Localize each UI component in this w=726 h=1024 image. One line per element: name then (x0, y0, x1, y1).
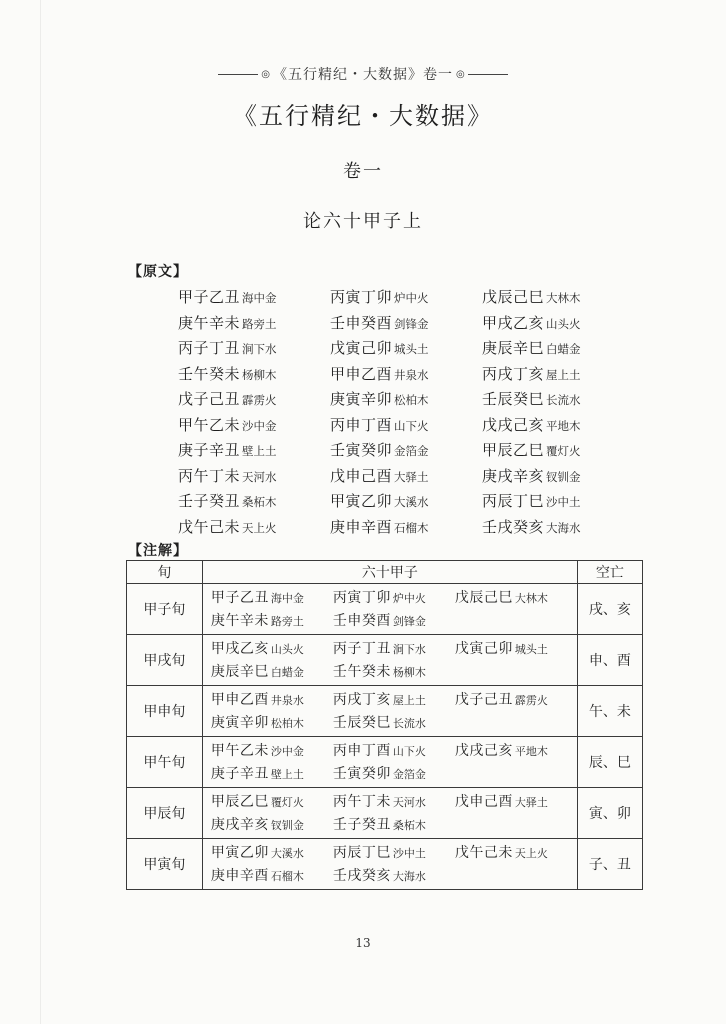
jiazi-entry (211, 761, 333, 786)
ganzhi-pair: 庚子辛丑 (178, 441, 241, 459)
ganzhi-pair: 甲戌乙亥 (482, 313, 545, 332)
ganzhi-pair: 丙午丁未 (178, 466, 241, 485)
jiazi-list-cell (202, 788, 577, 839)
jiazi-entry (211, 840, 333, 865)
ganzhi-pair: 丙戌丁亥 (482, 364, 545, 383)
nayin-element: 沙中土 (392, 847, 426, 860)
nayin-element: 金箔金 (392, 768, 426, 781)
header-xun: 旬 (127, 561, 203, 584)
nayin-element: 屋上土 (546, 367, 581, 382)
jiazi-entry (455, 840, 577, 865)
ganzhi-pair: 戊午己未 (454, 845, 513, 861)
ganzhi-pair: 壬午癸未 (178, 364, 241, 383)
ganzhi-pair: 壬戌癸亥 (332, 868, 391, 884)
jiazi-entry (178, 284, 330, 310)
jiazi-entry (333, 585, 455, 610)
ganzhi-pair: 丙戌丁亥 (332, 692, 391, 708)
nayin-element: 壁上土 (242, 444, 277, 458)
jiazi-line (211, 864, 577, 887)
ganzhi-pair: 丙寅丁卯 (330, 288, 393, 306)
jiazi-entry (482, 310, 622, 336)
nayin-element: 井泉水 (394, 367, 429, 382)
header-ornament-right: ◎ (456, 68, 465, 80)
jiazi-entry (333, 636, 455, 661)
ganzhi-pair: 戊辰己巳 (482, 288, 545, 306)
jiazi-entry (178, 386, 330, 412)
nayin-element: 路旁土 (242, 316, 277, 331)
ganzhi-pair: 壬子癸丑 (178, 492, 241, 510)
ganzhi-pair: 庚戌辛亥 (210, 817, 269, 833)
jiazi-entry (211, 812, 333, 837)
chapter-title: 论六十甲子上 (303, 211, 423, 232)
jiazi-list-cell (202, 635, 577, 686)
kongwang-cell: 申、酉 (577, 635, 642, 686)
original-text-label: 【原文】 (128, 264, 188, 280)
jiazi-entry (333, 863, 455, 888)
nayin-element: 杨柳木 (392, 666, 426, 679)
kongwang-cell: 戌、亥 (577, 584, 642, 635)
kongwang-cell: 午、未 (577, 686, 642, 737)
nayin-element: 白蜡金 (546, 342, 581, 356)
nayin-element: 大林木 (546, 291, 581, 305)
xun-cell: 甲午旬 (127, 737, 203, 788)
nayin-element: 井泉水 (270, 694, 304, 707)
nayin-element: 壁上土 (270, 768, 304, 781)
jiazi-entry (211, 710, 333, 735)
table-row (127, 635, 643, 686)
kongwang-cell: 寅、卯 (577, 788, 642, 839)
jiazi-line (211, 790, 577, 813)
jiazi-entry (211, 863, 333, 888)
table-row (127, 788, 643, 839)
jiazi-entry (178, 488, 330, 514)
nayin-element: 炉中火 (392, 592, 426, 605)
jiazi-entry (211, 608, 333, 633)
nayin-element: 城头土 (514, 643, 548, 656)
nayin-element: 天河水 (392, 796, 426, 809)
ganzhi-pair: 壬午癸未 (332, 664, 391, 680)
kongwang-cell: 子、丑 (577, 839, 642, 890)
ganzhi-pair: 庚寅辛卯 (330, 390, 393, 408)
ganzhi-pair: 丙子丁丑 (332, 641, 391, 657)
table-row (127, 584, 643, 635)
jiazi-entry (330, 488, 482, 514)
nayin-element: 剑锋金 (392, 615, 426, 628)
table-row (127, 737, 643, 788)
ganzhi-pair: 壬寅癸卯 (332, 766, 391, 782)
kongwang-cell: 辰、巳 (577, 737, 642, 788)
jiazi-entry (211, 687, 333, 712)
nayin-element: 钗钏金 (270, 819, 304, 832)
header-text: 《五行精纪・大数据》卷一 (273, 67, 453, 83)
nayin-element: 炉中火 (394, 291, 429, 305)
jiazi-list-cell (202, 686, 577, 737)
ganzhi-pair: 戊子己丑 (178, 390, 241, 408)
table-row (127, 839, 643, 890)
nayin-element: 城头土 (394, 342, 429, 356)
jiazi-entry (330, 437, 482, 463)
table-row (127, 686, 643, 737)
nayin-element: 杨柳木 (242, 367, 277, 382)
jiazi-list-cell (202, 839, 577, 890)
notes-label: 【注解】 (128, 543, 188, 559)
ganzhi-pair: 甲戌乙亥 (210, 641, 269, 657)
ganzhi-pair: 壬辰癸巳 (482, 390, 545, 408)
running-header (0, 64, 726, 84)
ganzhi-pair: 庚午辛未 (210, 613, 269, 629)
jiazi-entry (178, 437, 330, 463)
jiazi-entry (482, 514, 622, 540)
ganzhi-pair: 庚辰辛巳 (210, 664, 269, 680)
nayin-element: 涧下水 (392, 643, 426, 656)
ganzhi-pair: 庚申辛酉 (330, 517, 393, 536)
nayin-element: 大驿土 (394, 469, 429, 484)
jiazi-line (211, 586, 577, 609)
jiazi-entry (330, 310, 482, 336)
nayin-element: 天河水 (242, 469, 277, 484)
jiazi-entry (333, 789, 455, 814)
jiazi-entry (211, 738, 333, 763)
jiazi-entry (482, 386, 622, 412)
nayin-element: 大林木 (514, 592, 548, 605)
header-ornament-left: ◎ (261, 68, 270, 80)
ganzhi-pair: 戊子己丑 (454, 692, 513, 708)
nayin-element: 石榴木 (394, 520, 429, 535)
nayin-element: 石榴木 (270, 870, 304, 883)
jiazi-entry (333, 840, 455, 865)
nayin-element: 覆灯火 (270, 796, 304, 809)
nayin-element: 剑锋金 (394, 316, 429, 331)
nayin-element: 山头火 (270, 643, 304, 656)
ganzhi-pair: 戊申己酉 (330, 466, 393, 485)
notes-table (126, 560, 643, 890)
header-rule-left (218, 74, 258, 75)
jiazi-line (211, 660, 577, 683)
header-sixty-jiazi: 六十甲子 (202, 561, 577, 584)
header-kongwang: 空亡 (577, 561, 642, 584)
ganzhi-pair: 戊辰己巳 (454, 590, 513, 606)
nayin-element: 天上火 (514, 847, 548, 860)
ganzhi-pair: 丙午丁未 (332, 794, 391, 810)
jiazi-line (211, 813, 577, 836)
ganzhi-pair: 丙辰丁巳 (332, 845, 391, 861)
jiazi-entry (330, 284, 482, 310)
jiazi-entry (178, 335, 330, 361)
notes-table-body (127, 584, 643, 890)
nayin-element: 松柏木 (394, 393, 429, 407)
ganzhi-pair: 甲辰乙巳 (482, 441, 545, 459)
nayin-element: 大海水 (546, 520, 581, 535)
jiazi-entry (330, 335, 482, 361)
jiazi-list-cell (202, 737, 577, 788)
nayin-element: 桑柘木 (242, 495, 277, 509)
jiazi-entry (455, 789, 577, 814)
volume-title: 卷一 (343, 161, 383, 182)
jiazi-entry (455, 738, 577, 763)
jiazi-entry (333, 761, 455, 786)
nayin-element: 沙中金 (242, 418, 277, 433)
xun-cell: 甲辰旬 (127, 788, 203, 839)
xun-cell: 甲寅旬 (127, 839, 203, 890)
ganzhi-pair: 甲寅乙卯 (330, 492, 393, 510)
nayin-element: 平地木 (514, 745, 548, 758)
ganzhi-pair: 戊申己酉 (454, 794, 513, 810)
nayin-element: 山下火 (394, 418, 429, 433)
ganzhi-pair: 壬戌癸亥 (482, 517, 545, 536)
jiazi-entry (482, 463, 622, 489)
jiazi-entry (482, 361, 622, 387)
jiazi-entry (482, 335, 622, 361)
ganzhi-pair: 戊戌己亥 (482, 415, 545, 434)
jiazi-entry (333, 812, 455, 837)
nayin-element: 涧下水 (242, 342, 277, 356)
nayin-element: 钗钏金 (546, 469, 581, 484)
scan-edge-shadow (40, 0, 41, 1024)
nayin-element: 大溪水 (394, 495, 429, 509)
ganzhi-pair: 甲寅乙卯 (210, 845, 269, 861)
jiazi-entry (211, 789, 333, 814)
jiazi-line (211, 739, 577, 762)
ganzhi-pair: 壬申癸酉 (330, 313, 393, 332)
xun-cell: 甲申旬 (127, 686, 203, 737)
nayin-element: 大驿土 (514, 796, 548, 809)
nayin-element: 天上火 (242, 520, 277, 535)
jiazi-entry (333, 710, 455, 735)
jiazi-entry (482, 412, 622, 438)
ganzhi-pair: 甲申乙酉 (210, 692, 269, 708)
nayin-element: 覆灯火 (546, 444, 581, 458)
nayin-element: 山头火 (546, 316, 581, 331)
ganzhi-pair: 庚寅辛卯 (210, 715, 269, 731)
ganzhi-pair: 甲午乙未 (178, 415, 241, 434)
jiazi-entry (178, 463, 330, 489)
jiazi-entry (178, 412, 330, 438)
xun-cell: 甲子旬 (127, 584, 203, 635)
jiazi-entry (333, 608, 455, 633)
table-header-row (127, 561, 643, 584)
jiazi-entry (330, 361, 482, 387)
ganzhi-pair: 丙辰丁巳 (482, 492, 545, 510)
jiazi-entry (333, 687, 455, 712)
jiazi-entry (482, 488, 622, 514)
jiazi-entry (330, 463, 482, 489)
nayin-element: 沙中土 (546, 495, 581, 509)
jiazi-entry (211, 636, 333, 661)
header-rule-right (468, 74, 508, 75)
nayin-element: 路旁土 (270, 615, 304, 628)
jiazi-entry (482, 284, 622, 310)
ganzhi-pair: 戊寅己卯 (454, 641, 513, 657)
ganzhi-pair: 壬子癸丑 (332, 817, 391, 833)
jiazi-entry (178, 310, 330, 336)
nayin-element: 长流水 (392, 717, 426, 730)
ganzhi-pair: 丙子丁丑 (178, 339, 241, 357)
ganzhi-pair: 壬申癸酉 (332, 613, 391, 629)
ganzhi-pair: 丙申丁酉 (332, 743, 391, 759)
ganzhi-pair: 甲申乙酉 (330, 364, 393, 383)
jiazi-list-cell (202, 584, 577, 635)
jiazi-entry (178, 514, 330, 540)
jiazi-entry (211, 585, 333, 610)
jiazi-entry (211, 659, 333, 684)
nayin-element: 平地木 (546, 418, 581, 433)
ganzhi-pair: 戊午己未 (178, 517, 241, 536)
jiazi-entry (455, 585, 577, 610)
nayin-element: 海中金 (242, 291, 277, 305)
nayin-element: 长流水 (546, 393, 581, 407)
jiazi-line (211, 609, 577, 632)
jiazi-entry (455, 636, 577, 661)
jiazi-entry (178, 361, 330, 387)
nayin-element: 屋上土 (392, 694, 426, 707)
jiazi-entry (482, 437, 622, 463)
nayin-element: 桑柘木 (392, 819, 426, 832)
nayin-element: 山下火 (392, 745, 426, 758)
nayin-element: 霹雳火 (242, 393, 277, 407)
page-number: 13 (355, 936, 371, 950)
ganzhi-pair: 壬辰癸巳 (332, 715, 391, 731)
ganzhi-pair: 丙申丁酉 (330, 415, 393, 434)
jiazi-entry (455, 687, 577, 712)
jiazi-line (211, 711, 577, 734)
jiazi-entry (333, 659, 455, 684)
jiazi-line (211, 762, 577, 785)
ganzhi-pair: 甲辰乙巳 (210, 794, 269, 810)
nayin-element: 大溪水 (270, 847, 304, 860)
nayin-element: 海中金 (270, 592, 304, 605)
jiazi-entry (333, 738, 455, 763)
ganzhi-pair: 庚申辛酉 (210, 868, 269, 884)
ganzhi-pair: 甲午乙未 (210, 743, 269, 759)
xun-cell: 甲戌旬 (127, 635, 203, 686)
nayin-element: 松柏木 (270, 717, 304, 730)
jiazi-line (211, 637, 577, 660)
nayin-element: 白蜡金 (270, 666, 304, 679)
jiazi-entry (330, 514, 482, 540)
ganzhi-pair: 庚午辛未 (178, 313, 241, 332)
nayin-element: 霹雳火 (514, 694, 548, 707)
jiazi-entry (330, 412, 482, 438)
nayin-element: 大海水 (392, 870, 426, 883)
ganzhi-pair: 戊戌己亥 (454, 743, 513, 759)
original-text-grid (178, 284, 622, 539)
book-title: 《五行精纪・大数据》 (233, 102, 493, 130)
jiazi-entry (330, 386, 482, 412)
jiazi-line (211, 841, 577, 864)
ganzhi-pair: 戊寅己卯 (330, 339, 393, 357)
ganzhi-pair: 庚子辛丑 (210, 766, 269, 782)
ganzhi-pair: 庚辰辛巳 (482, 339, 545, 357)
ganzhi-pair: 庚戌辛亥 (482, 466, 545, 485)
jiazi-line (211, 688, 577, 711)
nayin-element: 沙中金 (270, 745, 304, 758)
ganzhi-pair: 甲子乙丑 (210, 590, 269, 606)
ganzhi-pair: 丙寅丁卯 (332, 590, 391, 606)
nayin-element: 金箔金 (394, 444, 429, 458)
ganzhi-pair: 壬寅癸卯 (330, 441, 393, 459)
ganzhi-pair: 甲子乙丑 (178, 288, 241, 306)
